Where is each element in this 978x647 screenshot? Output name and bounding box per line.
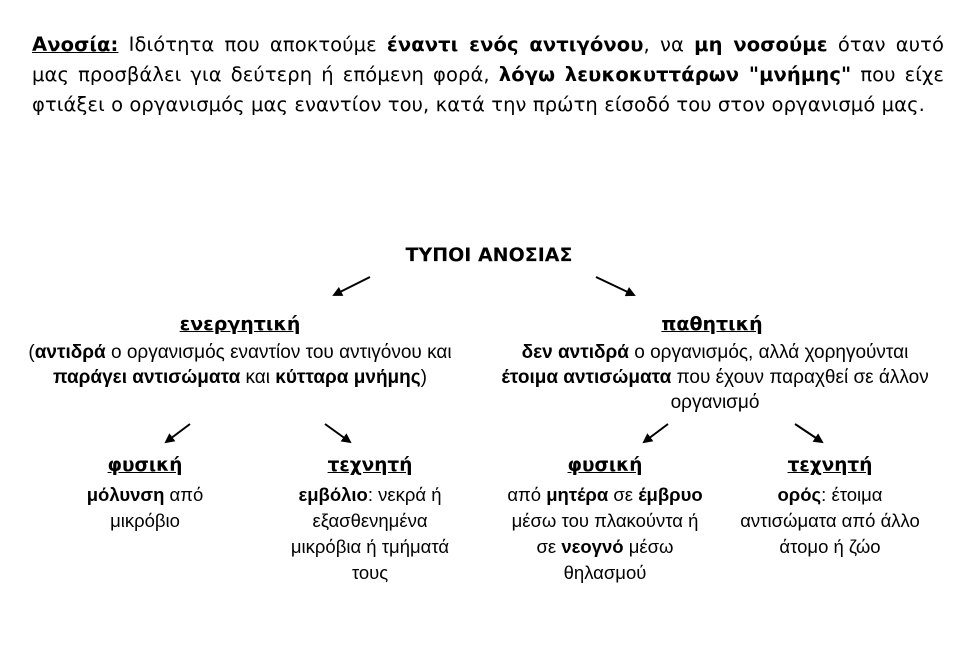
active-artificial-label: τεχνητή <box>327 455 413 476</box>
active-natural-label: φυσική <box>107 455 183 476</box>
arrow-to-passive-natural <box>644 424 668 442</box>
passive-desc-part: που έχουν παραχθεί σε άλλον οργανισμό <box>670 367 929 413</box>
active-natural-description <box>65 482 225 534</box>
active-desc-bold: αντιδρά <box>34 342 106 363</box>
definition-text-1: Ιδιότητα που αποκτούμε <box>118 33 387 56</box>
arrow-to-active-natural <box>166 424 190 442</box>
active-desc-bold: παράγει αντισώματα <box>52 367 241 388</box>
passive-natural-label: φυσική <box>567 455 643 476</box>
passive-artificial-text: : έτοιμα αντισώματα από άλλο άτομο ή ζώο <box>740 484 920 557</box>
definition-bold-2: μη νοσούμε <box>694 33 828 56</box>
active-immunity-label: ενεργητική <box>179 313 301 335</box>
active-desc-part: ) <box>420 367 427 388</box>
active-natural-bold: μόλυνση <box>86 484 165 505</box>
definition-bold-3: λόγω λευκοκυττάρων "μνήμης" <box>498 63 852 86</box>
passive-natural-text: μέσω θηλασμού <box>563 536 674 583</box>
active-immunity-description <box>20 340 460 390</box>
active-desc-bold: κύτταρα μνήμης <box>275 367 421 388</box>
definition-text-2: , να <box>643 33 695 56</box>
definition-bold-1: έναντι ενός αντιγόνου <box>386 33 644 56</box>
arrow-to-active <box>334 277 370 295</box>
definition-term: Ανοσία: <box>32 33 119 56</box>
passive-immunity-label: παθητική <box>661 313 763 335</box>
passive-natural-text: από <box>507 484 547 505</box>
passive-desc-bold: δεν αντιδρά <box>521 342 629 363</box>
active-artificial-bold: εμβόλιο <box>298 484 368 505</box>
arrow-to-active-artificial <box>325 424 350 442</box>
active-artificial-description <box>290 482 450 586</box>
passive-natural-bold: έμβρυο <box>638 484 703 505</box>
passive-desc-bold: έτοιμα αντισώματα <box>501 367 672 388</box>
active-desc-part: ( <box>28 342 35 363</box>
passive-desc-part: ο οργανισμός, αλλά χορηγούνται <box>628 342 909 363</box>
arrow-to-passive <box>596 277 634 295</box>
passive-natural-text: σε <box>608 484 639 505</box>
passive-artificial-bold: ορός <box>777 484 822 505</box>
passive-natural-description <box>505 482 705 586</box>
active-desc-part: ο οργανισμός εναντίον του αντιγόνου και <box>105 342 452 363</box>
active-desc-part: και <box>240 367 276 388</box>
passive-natural-bold: μητέρα <box>546 484 609 505</box>
passive-artificial-label: τεχνητή <box>787 455 873 476</box>
passive-artificial-description <box>735 482 925 560</box>
passive-natural-bold: νεογνό <box>561 536 624 557</box>
definition-text-3: όταν αυτό μας προσβάλει για δεύτερη ή επόμενη φορά, <box>32 33 945 86</box>
arrow-to-passive-artificial <box>795 424 822 442</box>
active-natural-text: από μικρόβιο <box>110 484 204 531</box>
diagram-title: ΤΥΠΟΙ ΑΝΟΣΙΑΣ <box>405 244 573 266</box>
active-artificial-text: : νεκρά ή εξασθενημένα μικρόβια ή τμήματά τους <box>290 484 450 583</box>
passive-natural-text: μέσω του πλακούντα ή σε <box>511 510 699 557</box>
definition-text-4: που είχε φτιάξει ο οργανισμός μας εναντίον του, κατά την πρώτη είσοδό του στον οργανισμό μας. <box>32 63 944 116</box>
passive-immunity-description <box>495 340 935 415</box>
